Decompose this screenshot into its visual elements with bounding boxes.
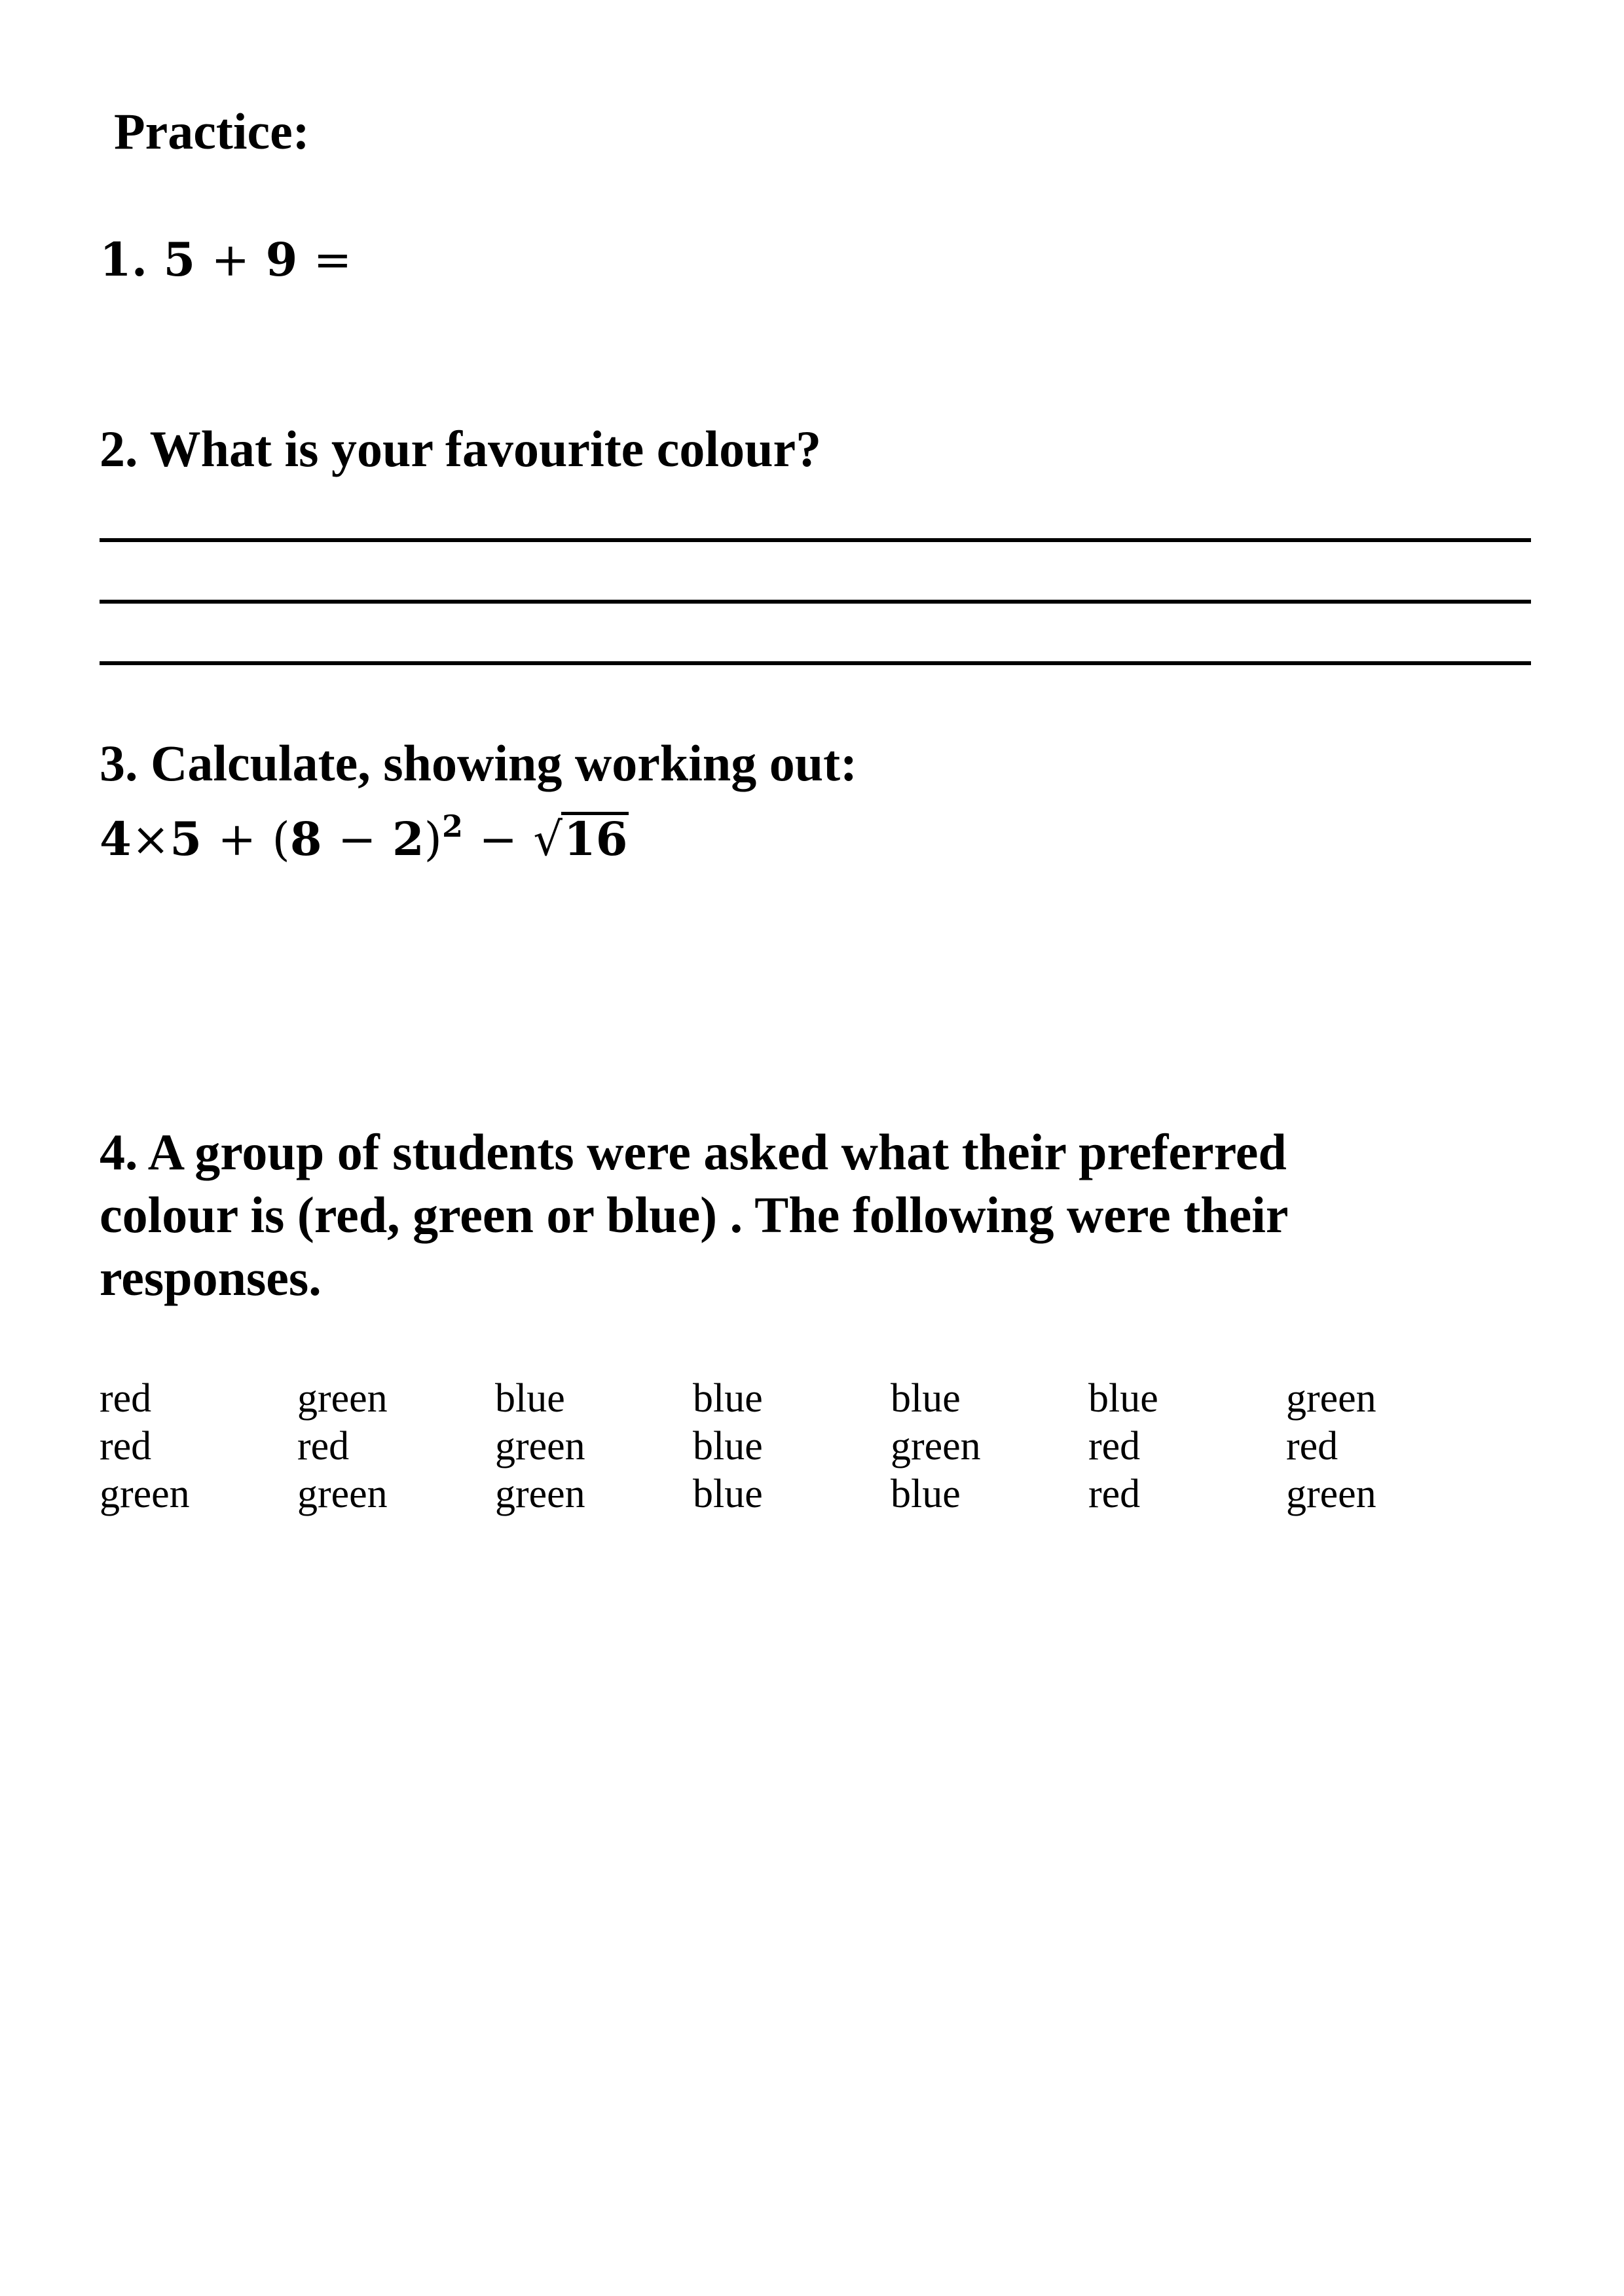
responses-row-1 — [100, 1375, 1540, 1423]
response-cell: green — [1286, 1376, 1376, 1421]
response-cell: blue — [495, 1376, 565, 1421]
square-root — [533, 812, 629, 866]
answer-line-2[interactable] — [100, 600, 1531, 604]
response-cell: red — [1088, 1472, 1141, 1516]
response-cell: green — [100, 1472, 190, 1516]
response-cell: red — [1286, 1424, 1338, 1468]
plus-sign: + — [217, 812, 257, 866]
response-cell: green — [1286, 1472, 1376, 1516]
question-4 — [100, 1121, 1289, 1309]
expr-term-2: 2 — [392, 812, 424, 866]
response-cell: green — [297, 1376, 388, 1421]
question-4-line-2: colour is (red, green or blue) . The following were their — [100, 1186, 1289, 1243]
question-3: 3. Calculate, showing working out: — [100, 735, 858, 792]
close-paren: ) — [424, 812, 442, 866]
question-1 — [100, 232, 352, 287]
response-cell: blue — [693, 1376, 763, 1421]
page-title: Practice: — [114, 103, 310, 160]
response-cell: blue — [693, 1424, 763, 1468]
response-cell: red — [297, 1424, 350, 1468]
response-cell: red — [100, 1376, 152, 1421]
question-4-line-1: 4. A group of students were asked what their preferred — [100, 1123, 1287, 1180]
response-cell: blue — [1088, 1376, 1158, 1421]
radicand: 16 — [561, 812, 629, 862]
question-4-line-3: responses. — [100, 1249, 322, 1306]
response-cell: red — [1088, 1424, 1141, 1468]
question-1-operand-a: 5 — [163, 232, 196, 287]
minus-sign: − — [479, 812, 518, 866]
open-paren: ( — [272, 812, 290, 866]
response-cell: red — [100, 1424, 152, 1468]
response-cell: green — [495, 1472, 585, 1516]
expr-term-5: 5 — [170, 812, 202, 866]
response-cell: green — [297, 1472, 388, 1516]
response-cell: blue — [693, 1472, 763, 1516]
times-sign: × — [131, 812, 170, 866]
response-cell: green — [495, 1424, 585, 1468]
expr-term-4: 4 — [100, 812, 132, 866]
response-cell: green — [891, 1424, 981, 1468]
answer-line-1[interactable] — [100, 538, 1531, 542]
answer-line-3[interactable] — [100, 661, 1531, 665]
plus-sign: + — [211, 233, 250, 287]
equals-sign: = — [313, 233, 352, 287]
response-cell: blue — [891, 1376, 961, 1421]
responses-row-3 — [100, 1470, 1540, 1518]
expr-term-8: 8 — [289, 812, 322, 866]
minus-sign: − — [337, 812, 377, 866]
response-cell: blue — [891, 1472, 961, 1516]
question-1-operand-b: 9 — [265, 232, 298, 287]
exponent: 2 — [441, 809, 463, 844]
question-3-expression — [100, 809, 629, 866]
responses-row-2 — [100, 1423, 1540, 1470]
radical-sign: √ — [533, 812, 563, 866]
question-2: 2. What is your favourite colour? — [100, 420, 822, 477]
responses-table — [100, 1375, 1540, 1518]
question-1-number: 1. — [100, 232, 148, 287]
